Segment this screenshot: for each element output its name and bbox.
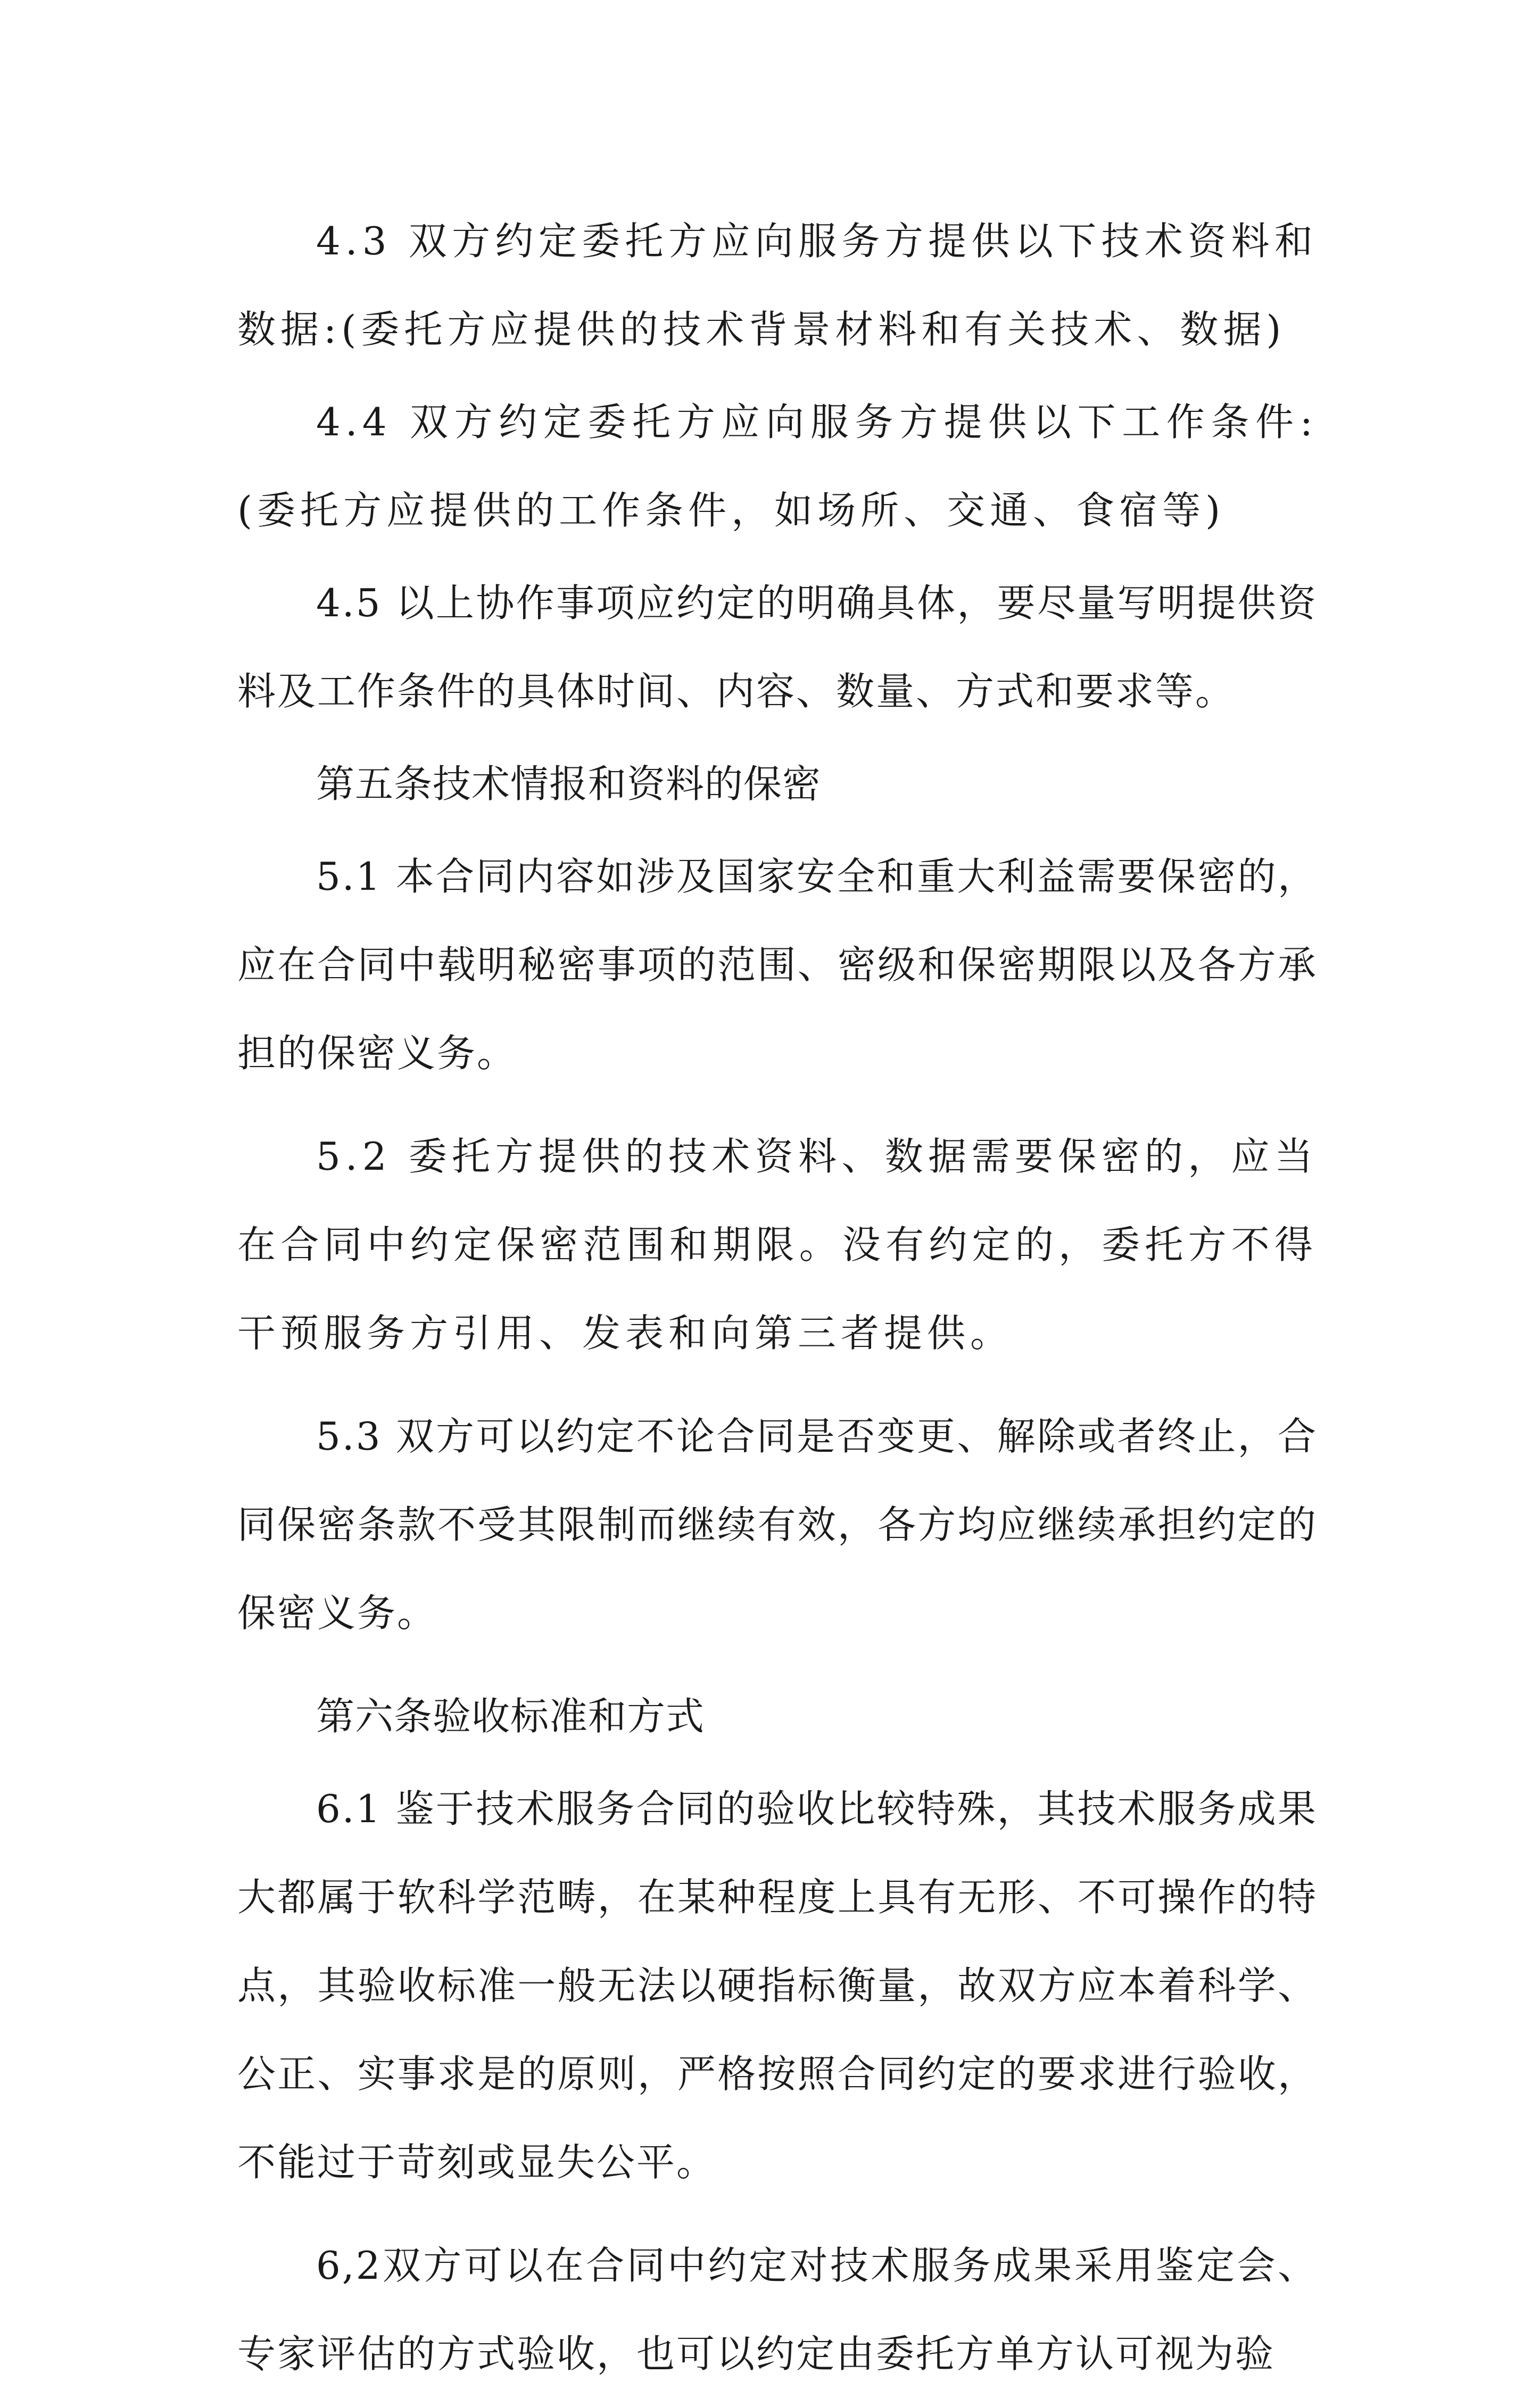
section-heading-5: 第五条技术情报和资料的保密 [316,762,822,806]
clause-4-5: 4.5 以上协作事项应约定的明确具体，要尽量写明提供资料及工作条件的具体时间、内容、数量、方式和要求等。 [237,581,1318,714]
clause-5-1: 5.1 本合同内容如涉及国家安全和重大利益需要保密的，应在合同中载明秘密事项的范围、密级和保密期限以及各方承担的保密义务。 [237,854,1318,1076]
clause-6-2: 6,2双方可以在合同中约定对技术服务成果采用鉴定会、专家评估的方式验收，也可以约定由委托方单方认可视为验 [237,2243,1318,2376]
clause-4-4: 4.4 双方约定委托方应向服务方提供以下工作条件:(委托方应提供的工作条件，如场所、交通、食宿等) [237,400,1318,533]
section-heading-6: 第六条验收标准和方式 [316,1694,705,1739]
clause-6-1: 6.1 鉴于技术服务合同的验收比较特殊，其技术服务成果大都属于软科学范畴，在某种程度上具有无形、不可操作的特点，其验收标准一般无法以硬指标衡量，故双方应本着科学、公正、实事求是的原则，严格按照合同约定的要求进行验收，不能过于苛刻或显失公平。 [237,1787,1318,2185]
clause-5-3: 5.3 双方可以约定不论合同是否变更、解除或者终止，合同保密条款不受其限制而继续有效，各方均应继续承担约定的保密义务。 [237,1414,1318,1635]
document-body [237,197,1318,2398]
clause-5-2: 5.2 委托方提供的技术资料、数据需要保密的，应当在合同中约定保密范围和期限。没有约定的，委托方不得干预服务方引用、发表和向第三者提供。 [237,1134,1318,1355]
clause-4-3: 4.3 双方约定委托方应向服务方提供以下技术资料和数据:(委托方应提供的技术背景材料和有关技术、数据) [237,219,1318,352]
